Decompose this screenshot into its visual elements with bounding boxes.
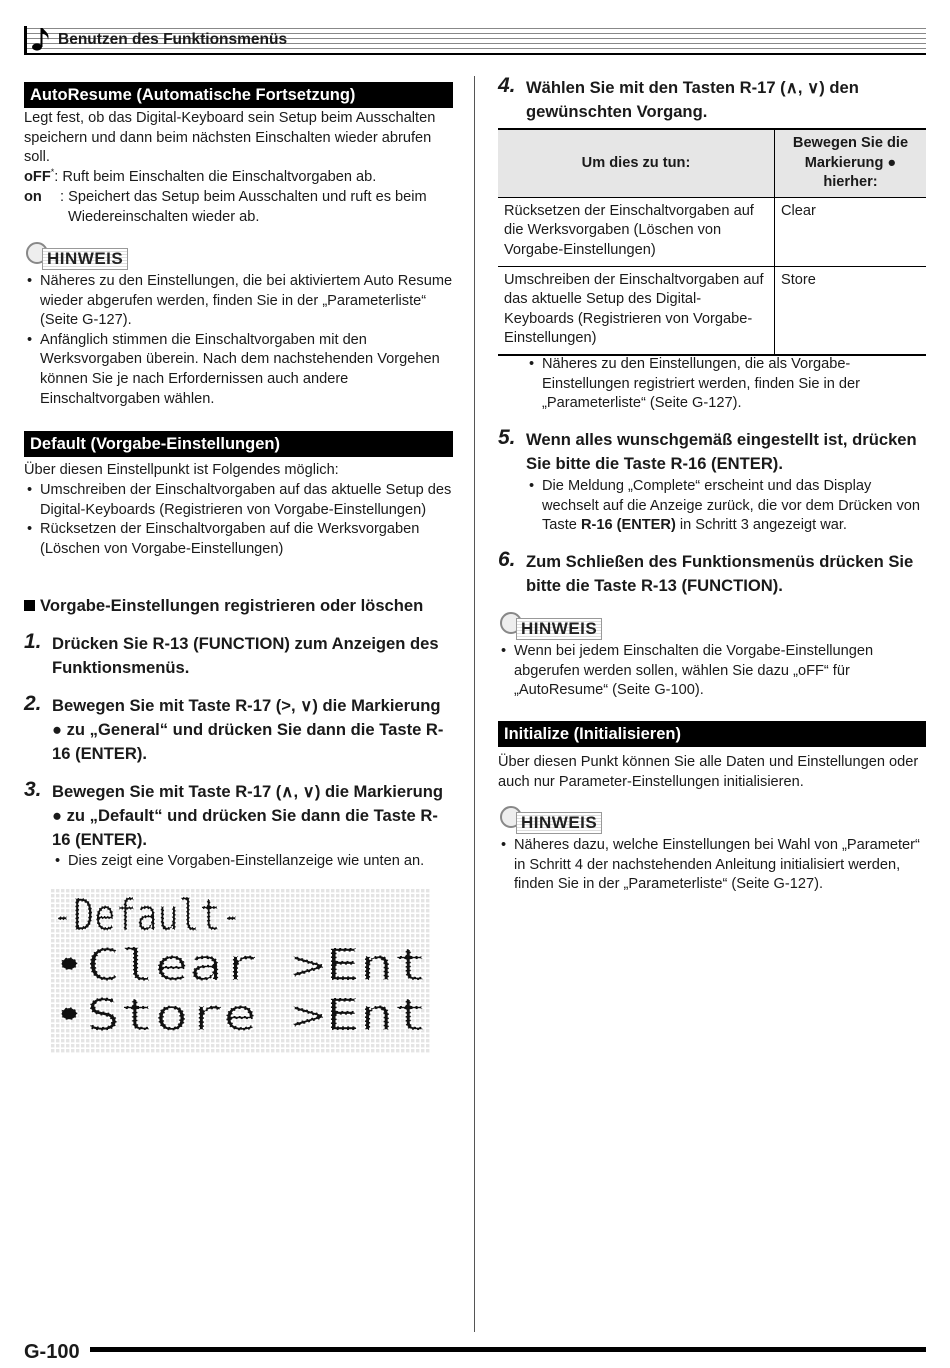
step-6: 6. Zum Schließen des Funktionsmenüs drücken Sie bitte die Taste R-13 (FUNCTION). — [498, 548, 914, 595]
lcd-display — [50, 888, 432, 1054]
procedure-heading: Vorgabe-Einstellungen registrieren oder löschen — [24, 596, 464, 616]
hinweis-badge — [500, 612, 610, 638]
step3-note — [52, 852, 462, 872]
step-3: 3. Bewegen Sie mit Taste R-17 (∧, ∨) die Markierung ● zu „Default“ und drücken Sie dann die Taste R-16 (ENTER). — [24, 778, 443, 849]
autoresume-intro: Legt fest, ob das Digital-Keyboard sein Setup beim Ausschalten speichern und dann beim nächsten Einschalten wieder abrufen soll. — [24, 110, 436, 166]
footer-rule — [90, 1347, 926, 1352]
hinweis-badge — [26, 242, 136, 268]
lcd-line: -Default- — [52, 890, 242, 941]
lcd-line: •Store >Ent — [52, 990, 428, 1041]
hinweis-list — [24, 272, 454, 409]
header-title: Benutzen des Funktionsmenüs — [58, 31, 288, 48]
column-divider — [474, 76, 475, 1332]
hinweis-list — [498, 836, 928, 895]
on-text: : Speichert das Setup beim Ausschalten und ruft es beim Wiedereinschalten wieder ab. — [60, 189, 427, 225]
music-note-icon — [30, 26, 52, 52]
table-header: Um dies zu tun: — [498, 129, 775, 197]
hinweis-label: HINWEIS — [516, 812, 602, 834]
default-list — [24, 481, 454, 559]
autoresume-off-row — [24, 168, 454, 188]
header-rule — [24, 53, 926, 55]
off-text: : Ruft beim Einschalten die Einschaltvorgaben ab. — [54, 169, 377, 185]
hinweis-label: HINWEIS — [516, 618, 602, 640]
list-item: • Näheres zu den Einstellungen, die als Vorgabe-Einstellungen registriert werden, finden Sie in der „Parameterliste“ (Seite G-127). — [526, 355, 928, 414]
default-intro: Über diesen Einstellpunkt ist Folgendes möglich: — [24, 462, 339, 478]
list-item: • Umschreiben der Einschaltvorgaben auf das aktuelle Setup des Digital-Keyboards (Registrieren von Vorgabe-Einstellungen) — [24, 481, 454, 520]
list-item: • Rücksetzen der Einschaltvorgaben auf die Werksvorgaben (Löschen von Vorgabe-Einstellungen) — [24, 520, 454, 559]
square-bullet-icon — [24, 600, 35, 611]
lcd-line: •Clear >Ent — [52, 940, 428, 991]
autoresume-heading: AutoResume (Automatische Fortsetzung) — [24, 82, 453, 108]
list-item: • Anfänglich stimmen die Einschaltvorgaben mit den Werksvorgaben überein. Nach dem nachstehenden Vorgehen können Sie je nach Erfordernissen auch andere Einschaltvorgaben wählen. — [24, 331, 454, 409]
list-item: • Die Meldung „Complete“ erscheint und das Display wechselt auf die Anzeige zurück, die vor dem Drücken von Taste R-16 (ENTER) in Schritt 3 angezeigt war. — [526, 477, 928, 536]
list-item: • Wenn bei jedem Einschalten die Vorgabe-Einstellungen abgerufen werden sollen, wählen Sie dazu „oFF“ für „AutoResume“ (Seite G-100). — [498, 642, 928, 701]
initialize-heading: Initialize (Initialisieren) — [498, 721, 926, 747]
list-item: • Dies zeigt eine Vorgaben-Einstellanzeige wie unten an. — [52, 852, 462, 872]
default-heading: Default (Vorgabe-Einstellungen) — [24, 431, 453, 457]
table-row — [498, 266, 926, 355]
table-row — [498, 197, 926, 266]
step-2: 2. Bewegen Sie mit Taste R-17 (>, ∨) die Markierung ● zu „General“ und drücken Sie dann die Taste R-16 (ENTER). — [24, 692, 444, 763]
off-key: oFF — [24, 169, 51, 185]
step-5: 5. Wenn alles wunschgemäß eingestellt ist, drücken Sie bitte die Taste R-16 (ENTER). — [498, 426, 917, 473]
hinweis-label: HINWEIS — [42, 248, 128, 270]
table-note — [526, 355, 928, 414]
table-cell: Store — [775, 266, 927, 355]
list-item: • Näheres zu den Einstellungen, die bei aktiviertem Auto Resume wieder abgerufen werden, finden Sie in der „Parameterliste“ (Seite G-127). — [24, 272, 454, 331]
on-key: on — [24, 189, 42, 205]
initialize-intro: Über diesen Punkt können Sie alle Daten und Einstellungen oder auch nur Parameter-Einstellungen initialisieren. — [498, 754, 919, 790]
table-cell: Clear — [775, 197, 927, 266]
header-marker — [24, 26, 27, 54]
table-cell: Rücksetzen der Einschaltvorgaben auf die Werksvorgaben (Löschen von Vorgabe-Einstellungen) — [498, 197, 775, 266]
step-1: 1. Drücken Sie R-13 (FUNCTION) zum Anzeigen des Funktionsmenüs. — [24, 630, 439, 677]
hinweis-badge — [500, 806, 610, 832]
page-number: G-100 — [24, 1341, 80, 1363]
off-footnote-mark: * — [50, 167, 55, 178]
table-cell: Umschreiben der Einschaltvorgaben auf das aktuelle Setup des Digital-Keyboards (Registrieren von Vorgabe-Einstellungen) — [498, 266, 775, 355]
staff-line — [24, 28, 926, 29]
table-header: Bewegen Sie die Markierung ● hierher: — [775, 129, 927, 197]
hinweis-list — [498, 642, 928, 701]
operation-table — [498, 128, 926, 356]
list-item: • Näheres dazu, welche Einstellungen bei Wahl von „Parameter“ in Schritt 4 der nachstehenden Anleitung initialisiert werden, finden Sie in der „Parameterliste“ (Seite G-127). — [498, 836, 928, 895]
step-4: 4. Wählen Sie mit den Tasten R-17 (∧, ∨) den gewünschten Vorgang. — [498, 74, 859, 121]
step5-note — [526, 477, 928, 536]
